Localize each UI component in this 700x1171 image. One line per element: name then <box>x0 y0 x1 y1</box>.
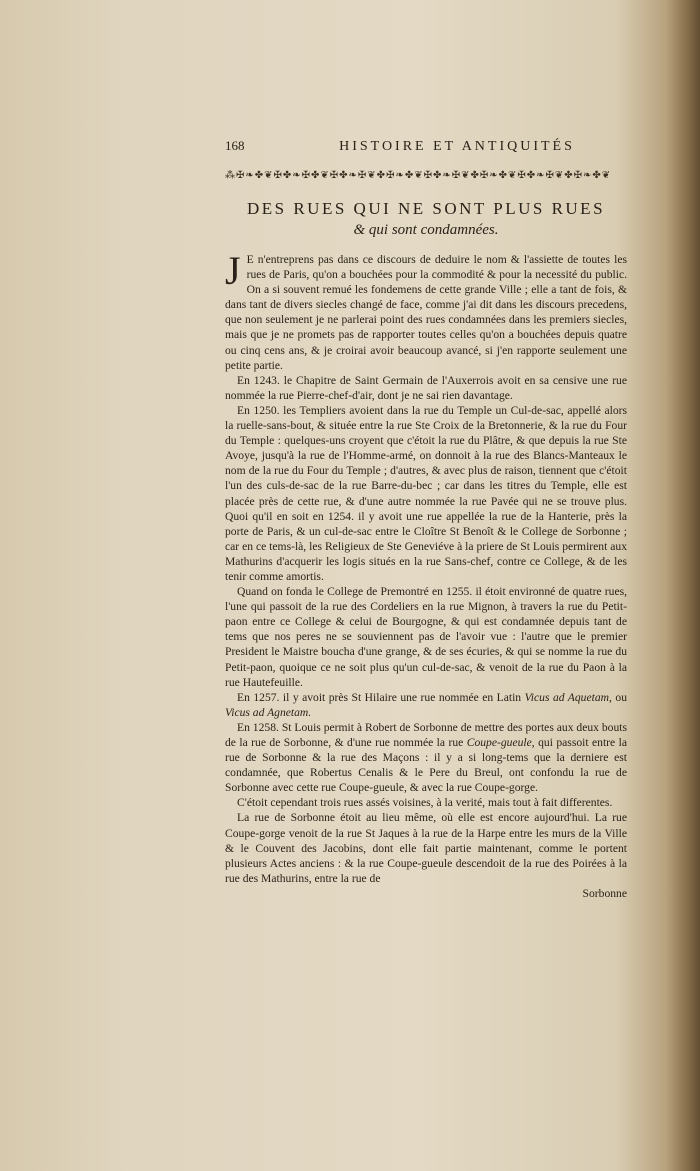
paragraph <box>225 690 627 720</box>
paragraph: La rue de Sorbonne étoit au lieu même, où elle est encore aujourd'hui. La rue Coupe-gorge venoit de la rue St Jaques à la rue de la Harpe entre les murs de la Ville & le Couvent des Jacobins, dont elle fait partie maintenant, comme le portent plusieurs Actes anciens : & la rue Coupe-gueule descendoit de la rue des Poirées à la rue des Mathurins, entre la rue de <box>225 811 627 885</box>
drop-cap: J <box>225 248 241 293</box>
paragraph <box>225 248 627 373</box>
paragraph <box>225 720 627 795</box>
running-title: HISTOIRE ET ANTIQUITÉS <box>339 139 575 154</box>
catchword: Sorbonne <box>582 886 627 900</box>
running-head <box>225 138 627 158</box>
paragraph: C'étoit cependant trois rues assés voisines, à la verité, mais tout à fait differentes. <box>237 796 613 810</box>
paragraph-text: En 1257. il y avoit près St Hilaire une rue nommée en Latin <box>237 690 525 704</box>
paragraph: En 1250. les Templiers avoient dans la rue du Temple un Cul-de-sac, appellé alors la ruelle-sans-bout, & située entre la rue Ste Croix de la Bretonnerie, & la rue du Four du Temple : quelques-uns croyent que c'étoit la rue du Plâtre, & que depuis la rue Ste Avoye, jusqu'à la rue de l'Homme-armé, on donnoit à la rue des Blancs-Manteaux le nom de la rue du Four du Temple ; d'autres, & avec plus de raison, tiennent que c'étoit l'un des culs-de-sac de la rue Barre-du-bec ; car dans les titres du Temple, elle est placée près de cette rue, & d'une autre nommée la rue Pavée qui ne se trouve plus. Quoi qu'il en soit en 1254. il y avoit une rue appellée la rue de la Hanterie, près la porte de Paris, & un cul-de-sac entre le Cloître St Benoît & le College de Sorbonne ; car en ce tems-là, les Religieux de Ste Geneviéve à la priere de St Louis permirent aux Mathurins d'acquerir les logis situés en la rue Sans-chef, contre ce College, & de les tenir comme amortis. <box>225 403 627 583</box>
paragraph-text: , qui passoit entre la rue de Sorbonne & la rue des Maçons : il y a si long-tems que la derniere est condamnée, que Robertus Cenalis & le Pere du Breul, ont confondu la rue de Sorbonne avec cette rue Coupe-gueule, & avec la rue Coupe-gorge. <box>225 736 627 795</box>
chapter-title: DES RUES QUI NE SONT PLUS RUES <box>246 199 606 218</box>
paragraph: En 1243. le Chapitre de Saint Germain de l'Auxerrois avoit en sa censive une rue nommée la rue Pierre-chef-d'air, dont je ne sai rien davantage. <box>225 373 627 402</box>
decorative-ornament-band: ⁂✠❧✤❦✠✤❧✠✤❦✠✤❧✠❦✤✠❧✤❦✠✤❧✠❦✤✠❧✤❦✠✤❧✠❦✤✠❧✤❦ <box>225 170 612 181</box>
paragraph-text: E n'entreprens pas dans ce discours de deduire le nom & l'assiette de toutes les rues de Paris, qu'on a bouchées pour la commodité & pour la necessité du public. On a si souvent remué les fondemens de cette grande Ville ; elle a tant de fois, & dans tant de divers siecles changé de face, comme j'ai dit dans les discours precedens, que non seulement je ne parlerai point des rues condamnées dans les premiers siecles, mais que je ne promets pas de rapporter toutes celles qu'on a bouchées depuis quatre ou cinq cens ans, & je croirai avoir beaucoup avancé, si j'en rapporte seulement une petite partie. <box>225 253 627 372</box>
body-text <box>225 248 627 886</box>
chapter-subtitle: & qui sont condamnées. <box>353 222 499 238</box>
page-gutter-shadow <box>666 0 700 1171</box>
paragraph-text: , ou <box>609 690 627 704</box>
paragraph: Quand on fonda le College de Premontré en 1255. il étoit environné de quatre rues, l'une qui passoit de la rue des Cordeliers en la rue Mignon, à travers la rue du Petit-paon entre ce College & celui de Bourgogne, & qui est condamnée depuis tant de tems que nos peres ne se souviennent pas de l'avoir vue : l'autre que le premier President le Maistre boucha d'une grange, & de ses écuries, & qui se nomme la rue du Petit-paon, quoique ce ne soit plus qu'un cul-de-sac, & venoit de la rue du Paon à la rue Hautefeuille. <box>225 585 627 689</box>
paragraph-text: En 1258. St Louis permit à Robert de Sorbonne de mettre des portes aux deux bouts de la rue de Sorbonne, & d'une rue nommée la rue <box>225 720 627 749</box>
page-content <box>225 138 627 900</box>
latin-name: Vicus ad Aquetam <box>524 690 610 704</box>
page-number: 168 <box>225 138 245 153</box>
street-name: Coupe-gueule <box>466 736 532 749</box>
latin-name: Vicus ad Agnetam. <box>225 705 312 719</box>
